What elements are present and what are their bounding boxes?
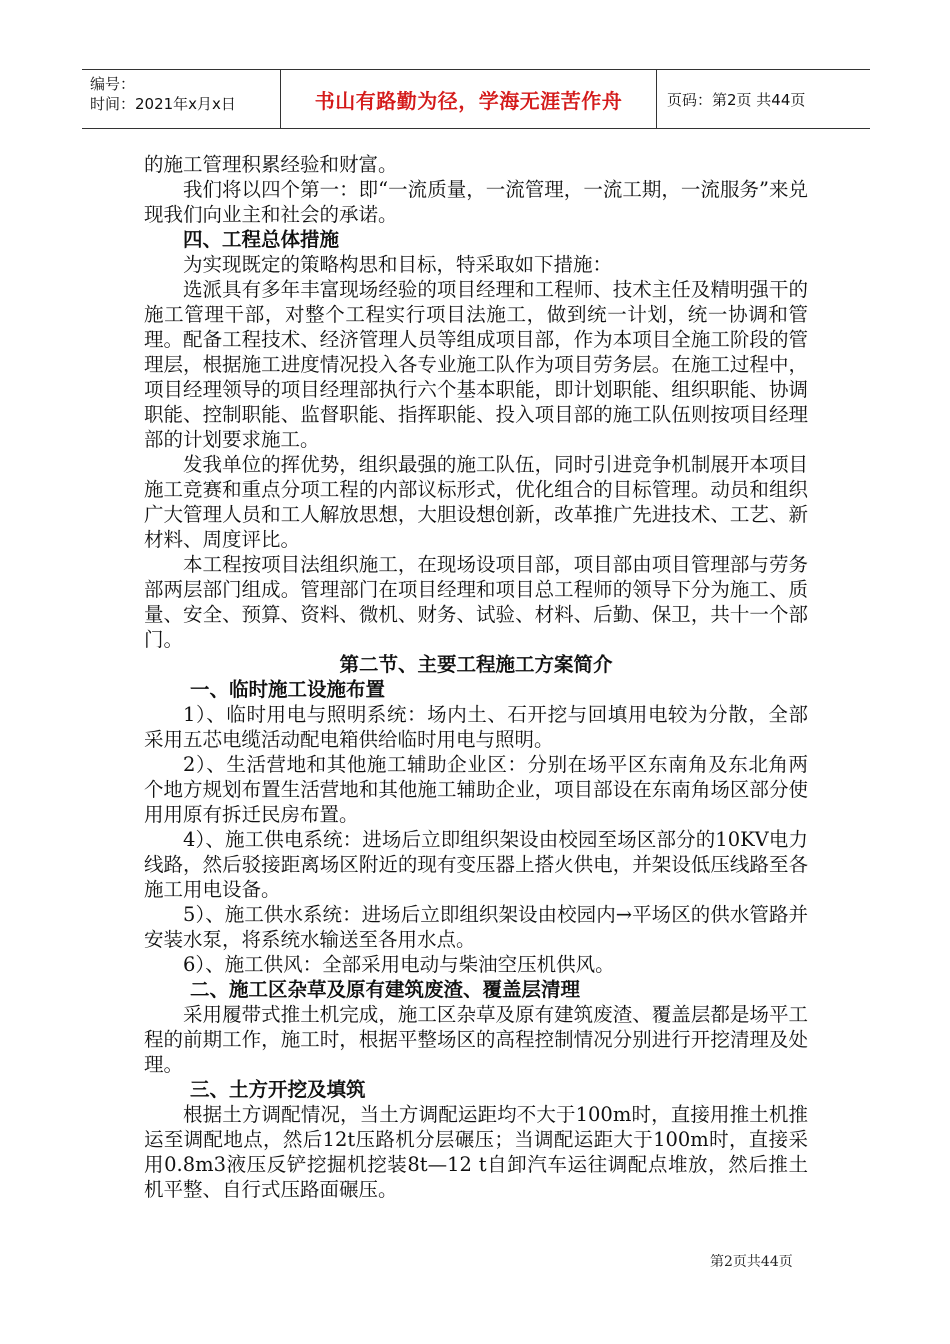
paragraph: 1）、临时用电与照明系统：场内土、石开挖与回填用电较为分散，全部采用五芯电缆活动配电箱供给临时用电与照明。 xyxy=(144,703,808,751)
document-body xyxy=(144,152,808,1202)
paragraph: 选派具有多年丰富现场经验的项目经理和工程师、技术主任及精明强干的施工管理干部，对整个工程实行项目法施工，做到统一计划，统一协调和管理。配备工程技术、经济管理人员等组成项目部，作为本项目全施工阶段的管理层，根据施工进度情况投入各专业施工队作为项目劳务层。在施工过程中，项目经理领导的项目经理部执行六个基本职能，即计划职能、组织职能、协调职能、控制职能、监督职能、指挥职能、投入项目部的施工队伍则按项目经理部的计划要求施工。 xyxy=(144,278,808,451)
paragraph: 本工程按项目法组织施工，在现场设项目部，项目部由项目管理部与劳务部两层部门组成。管理部门在项目经理和项目总工程师的领导下分为施工、质量、安全、预算、资料、微机、财务、试验、材料、后勤、保卫，共十一个部门。 xyxy=(144,553,808,651)
subsection-heading: 二、施工区杂草及原有建筑废渣、覆盖层清理 xyxy=(190,978,581,1001)
subsection-heading: 一、临时施工设施布置 xyxy=(190,678,386,701)
section-heading: 四、工程总体措施 xyxy=(183,228,340,251)
paragraph: 根据土方调配情况，当土方调配运距均不大于100m时，直接用推土机推运至调配地点，然后12t压路机分层碾压；当调配运距大于100m时，直接采用0.8m3液压反铲挖掘机挖装8t—12 t自卸汽车运往调配点堆放，然后推土机平整、自行式压路面碾压。 xyxy=(144,1103,808,1201)
header-page-number: 页码：第2页 共44页 xyxy=(667,90,806,109)
document-number-label: 编号： xyxy=(90,75,136,93)
subsection-heading: 三、土方开挖及填筑 xyxy=(190,1078,366,1101)
document-date-label: 时间：2021年x月x日 xyxy=(90,95,236,113)
paragraph: 发我单位的挥优势，组织最强的施工队伍，同时引进竞争机制展开本项目施工竞赛和重点分项工程的内部议标形式，优化组合的目标管理。动员和组织广大管理人员和工人解放思想，大胆设想创新，改革推广先进技术、工艺、新材料、周度评比。 xyxy=(144,453,808,551)
page-footer: 第2页共44页 xyxy=(710,1254,793,1270)
paragraph: 6）、施工供风：全部采用电动与柴油空压机供风。 xyxy=(183,953,615,976)
paragraph: 4）、施工供电系统：进场后立即组织架设由校园至场区部分的10KV电力线路，然后驳接距离场区附近的现有变压器上搭火供电，并架设低压线路至各施工用电设备。 xyxy=(144,828,808,901)
paragraph: 采用履带式推土机完成，施工区杂草及原有建筑废渣、覆盖层都是场平工程的前期工作，施工时，根据平整场区的高程控制情况分别进行开挖清理及处理。 xyxy=(144,1003,808,1076)
paragraph: 5）、施工供水系统：进场后立即组织架设由校园内→平场区的供水管路并安装水泵，将系统水输送至各用水点。 xyxy=(144,903,808,951)
header-meta-cell xyxy=(82,70,281,128)
page-header xyxy=(82,69,870,129)
paragraph: 为实现既定的策略构思和目标，特采取如下措施： xyxy=(183,253,613,276)
paragraph: 2）、生活营地和其他施工辅助企业区：分别在场平区东南角及东北角两个地方规划布置生活营地和其他施工辅助企业，项目部设在东南角场区部分使用用原有拆迁民房布置。 xyxy=(144,753,808,826)
header-motto: 书山有路勤为径，学海无涯苦作舟 xyxy=(281,70,657,128)
chapter-heading: 第二节、主要工程施工方案简介 xyxy=(339,653,613,676)
paragraph: 的施工管理积累经验和财富。 xyxy=(144,153,398,176)
paragraph: 我们将以四个第一：即“一流质量，一流管理，一流工期，一流服务”来兑现我们向业主和社会的承诺。 xyxy=(144,178,808,226)
